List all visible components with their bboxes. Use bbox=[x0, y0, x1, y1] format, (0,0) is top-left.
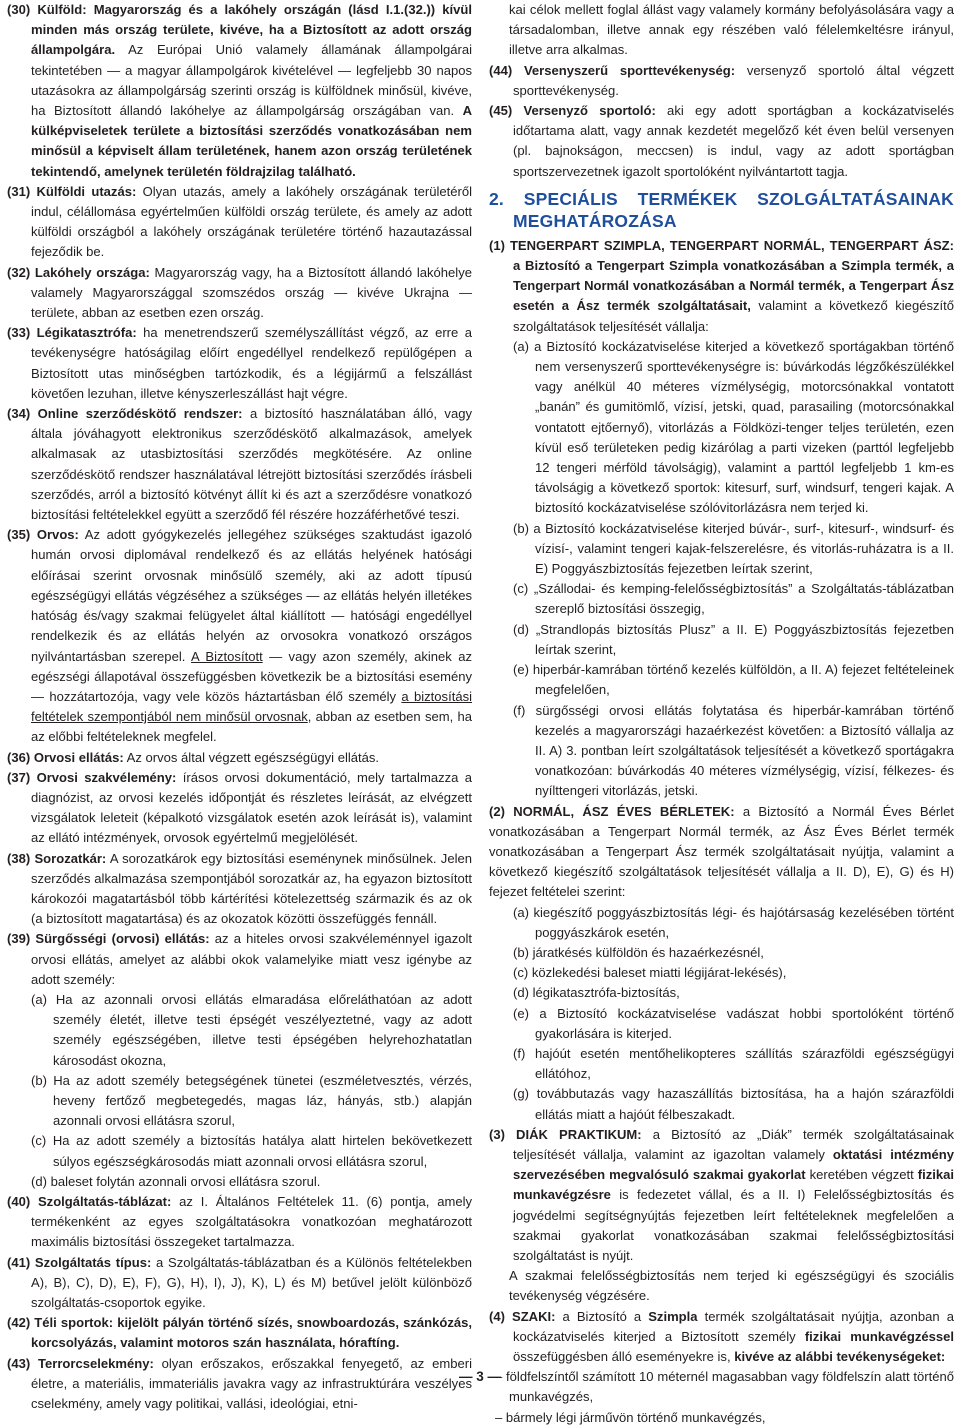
section-item-4 bbox=[489, 1307, 954, 1368]
term: (31) Külföldi utazás: bbox=[7, 183, 137, 199]
definition-text: írásos orvosi dokumentáció, mely tartalmazza a diagnózist, az orvosi kezelés időpontját és részletes leírását, az elvégzett vizsgálatok leleteit (képalkotó vizsgálatok esetén azok leírását is), valamint az ellátó intézmények, orvosok egyértelmű megjelölését. bbox=[31, 769, 473, 846]
underlined-text: a biztosítási feltételek szempontjából nem minősül orvosnak bbox=[31, 688, 472, 725]
definition-35 bbox=[7, 525, 472, 747]
term: (39) Sürgősségi (orvosi) ellátás: bbox=[7, 931, 210, 947]
section-text: a Biztosító az „Diák” termék szolgáltatásainak teljesítését vállalja, valamint az igazoltan valamely bbox=[513, 1126, 954, 1162]
section-note: A szakmai felelősségbiztosítás nem terjed ki egészségügyi és szociális tevékenység végzésére. bbox=[509, 1268, 954, 1304]
definition-text: versenyző sportoló által végzett sporttevékenység. bbox=[513, 62, 954, 98]
list-item: (f) sürgősségi orvosi ellátás folytatása és hiperbár-kamrában történő kezelés a magyarországi hazaérkezést követően: a Biztosító vállalja az II. A) 3. pontban leírt szolgáltatások teljesítését a következő sportágakra vonatkozóan: búvárkodás 40 méteres vízmélységig, vízisí, félkezes- és nyílttengeri vitorlázás, jetski. bbox=[513, 702, 954, 799]
definition-33 bbox=[7, 323, 472, 404]
list-item: (c) Ha az adott személy a biztosítás hatálya alatt hirtelen bekövetkezett súlyos egészségkárosodás miatt azonnali orvosi ellátásra szorul, bbox=[31, 1133, 472, 1169]
term: (3) DIÁK PRAKTIKUM: bbox=[489, 1126, 642, 1142]
term: (38) Sorozatkár: bbox=[7, 850, 107, 866]
dash-item: – földfelszíntől számított 10 méternél magasabban vagy földfelszín alatt történő munkavégzés, bbox=[495, 1369, 954, 1405]
definition-text: az I. Általános Feltételek 11. (6) pontja, amely termékenként az egyes szolgáltatásokra vonatkozóan meghatározott maximális biztosítási összegeket tartalmazza. bbox=[31, 1193, 472, 1250]
definition-text: , abban az esetben sem, ha az előbbi feltételeknek megfelel. bbox=[31, 709, 473, 745]
section-text: keretében végzett bbox=[805, 1167, 918, 1183]
definition-44 bbox=[489, 61, 954, 101]
section-text: a Biztosító a bbox=[555, 1308, 649, 1324]
definition-31 bbox=[7, 182, 472, 263]
definition-text: ha menetrendszerű személyszállítást végző, az erre a tevékenységre hatóságilag előírt engedéllyel rendelkező repülőgépen a Biztosított utas minőségben tartózkodik, és a légijármű a felszállást követően lezuhan, illetve kényszerleszállást hajt végre. bbox=[31, 325, 472, 401]
list-item: (f) hajóút esetén mentőhelikopteres szállítás szárazföldi egészségügyi ellátóhoz, bbox=[513, 1045, 954, 1082]
definition-32 bbox=[7, 263, 472, 324]
section-text: összefüggésben álló eseményekre is, bbox=[513, 1349, 735, 1364]
bold-text: a Biztosító a Tengerpart Szimpla vonatkozásában a Szimpla termék, a Tengerpart Normál vonatkozásában a Normál termék, a Tengerpart Ász esetén a Ász termék szolgáltatásait, bbox=[513, 258, 954, 314]
definition-text: olyan erőszakos, erőszakkal fenyegető, az emberi életre, a materiális, immateriális javakra vagy az infrastruktúrára veszélyes cselekmény, amely vagy politikai, vallási, ideológiai, etni- bbox=[31, 1355, 473, 1412]
bold-text: oktatási intézmény szervezésében megvalósuló szakmai gyakorlat bbox=[513, 1146, 955, 1183]
term: (2) NORMÁL, ÁSZ ÉVES BÉRLETEK: bbox=[489, 803, 735, 819]
left-column bbox=[7, 0, 472, 1414]
term: (37) Orvosi szakvélemény: bbox=[7, 769, 177, 785]
page-number: — 3 — bbox=[458, 1369, 501, 1384]
right-column bbox=[489, 0, 954, 1428]
list-item: (e) hiperbár-kamrában történő kezelés külföldön, a II. A) fejezet feltételeinek megfelelően, bbox=[513, 662, 954, 698]
definition-34 bbox=[7, 404, 472, 525]
bold-text: Szimpla bbox=[648, 1308, 698, 1324]
underlined-text: A Biztosított bbox=[191, 648, 263, 664]
list-item: (b) járatkésés külföldön és hazaérkezésnél, bbox=[513, 944, 764, 960]
section-text: valamint a következő kiegészítő szolgáltatások teljesítését vállalja: bbox=[513, 298, 955, 334]
definition-30-bold: (30) Külföld: Magyarország és a lakóhely országán (lásd I.1.(32.)) kívül minden más ország területe, kivéve, ha a Biztosított az adott ország állampolgára. bbox=[7, 2, 472, 58]
term: (4) SZAKI: bbox=[489, 1308, 556, 1324]
definition-30-text: Az Európai Unió valamely államának állampolgárai tekintetében — a magyar állampolgárok kivételével — legfeljebb 30 napos utazásokra az állampolgárság szerinti ország is külföldnek minősül, kivéve, ha Biztosított állandó lakóhelye az állampolgárság országában van. bbox=[31, 42, 473, 119]
list-item: (a) a Biztosító kockázatviselése kiterjed a következő sportágakban történő nem versenyszerű sporttevékenységre is: búvárkodás légzőkészülékkel vagy anélkül 40 méteres vízmélységig, motorcsónakkal vontatott „banán” és gumitömlő, vízisí, jetski, quad, parasailing (motorcsónakkal vontatott ejtőernyő), vitorlázás a Földközi-tenger teljes területén, ezen kívül eső területeken pedig kizárólag a parti vizeken (parttól legfeljebb 12 tengeri mérföld távolságig), valamint a parttól legfeljebb 1 km-es távolságig a következő sportok: kitesurf, surf, windsurf, tengeri kajak. A biztosító kockázatviselése szólóvitorlázásra nem terjed ki. bbox=[513, 338, 954, 516]
term: (42) Téli sportok: bbox=[7, 1315, 114, 1331]
section-text: termék szolgáltatásait nyújtja, azonban a kockázatviselés kiterjed a Biztosított személy bbox=[513, 1308, 954, 1344]
definition-45 bbox=[489, 101, 954, 182]
bold-text: kivéve az alábbi tevékenységeket: bbox=[734, 1349, 946, 1364]
term: (32) Lakóhely országa: bbox=[7, 264, 150, 280]
list-item: (d) baleset folytán azonnali orvosi ellátásra szorul. bbox=[31, 1173, 321, 1189]
list-item: (a) kiegészítő poggyászbiztosítás légi- és hajótársaság kezelésében történt poggyászkárok esetén, bbox=[513, 904, 954, 940]
definition-37 bbox=[7, 768, 472, 849]
definition-text: a Szolgáltatás-táblázatban és a Különös feltételekben A), B), C), D), E), F), G), H), I), J), K), L) és M) betűvel jelölt különböző szolgáltatás-csoportok egyike. bbox=[31, 1254, 473, 1310]
section-item-3 bbox=[489, 1125, 954, 1266]
list-item: (c) „Szállodai- és kemping-felelősségbiztosítás” a Szolgáltatás-táblázatban szereplő biztosítási összegig, bbox=[513, 581, 954, 617]
bold-text: fizikai munkavégzéssel bbox=[804, 1328, 954, 1344]
list-item: (d) „Strandlopás biztosítás Plusz” a II. E) Poggyászbiztosítás fejezetben leírtak szerint, bbox=[513, 621, 954, 657]
definition-text: Az orvos által végzett egészségügyi ellátás. bbox=[123, 749, 380, 765]
section-text: is fedezetet vállal, és a II. I) Felelősségbiztosítás és jogvédelmi segítségnyújtás fejezetben leírt feltételeknek megfelelően a szakmai gyakorlat vonatkozásában szakmai felelősségbiztosítási szolgáltatást is nyújt. bbox=[513, 1187, 954, 1263]
list-item: (d) légikatasztrófa-biztosítás, bbox=[513, 985, 680, 1001]
term: (44) Versenyszerű sporttevékenység: bbox=[489, 62, 736, 78]
section-item-2 bbox=[489, 802, 954, 903]
definition-text: Olyan utazás, amely a lakóhely országának területéről indul, célállomása egyértelműen külföldi ország területe, és amely az adott külföldi országból a lakóhely országának területére történő hazautazással fejeződik be. bbox=[31, 183, 473, 260]
term: (1) TENGERPART SZIMPLA, TENGERPART NORMÁL, TENGERPART ÁSZ: bbox=[489, 237, 954, 253]
dash-item: – bármely légi járművön történő munkavégzés, bbox=[495, 1409, 766, 1425]
list-item: (g) továbbutazás vagy hazaszállítás biztosítása, ha a hajón szárazföldi ellátás miatt a hajóút félbeszakadt. bbox=[513, 1086, 954, 1122]
definition-43-continued: kai célok mellett foglal állást vagy valamely kormány befolyásolására vagy a társadalomban, illetve annak egy részében való félelemkeltésre irányul, illetve arra alkalmas. bbox=[509, 2, 954, 58]
definition-42 bbox=[7, 1313, 472, 1353]
definition-text: kijelölt pályán történő sízés, snowboardozás, szánkózás, korcsolyázás, valamint motoros szán használata, hóraftíng. bbox=[31, 1315, 472, 1351]
section-item-1 bbox=[489, 236, 954, 337]
term: (40) Szolgáltatás-táblázat: bbox=[7, 1193, 172, 1209]
list-item: (b) a Biztosító kockázatviselése kiterjed búvár-, surf-, kitesurf-, windsurf- és vízisí-, valamint tengeri kajak-felszerelésre, és vitorlás-ruházatra is a II. E) Poggyászbiztosítás fejezetben leírtak szerint, bbox=[513, 520, 954, 577]
term: (41) Szolgáltatás típus: bbox=[7, 1254, 152, 1270]
definition-text: az a hiteles orvosi szakvéleménnyel igazolt orvosi ellátás, amelyet az alábbi okok valamelyike miatt vesz igénybe az adott személy: bbox=[31, 931, 472, 987]
definition-40 bbox=[7, 1192, 472, 1253]
definition-text: aki egy adott sportágban a kockázatviselés időtartama alatt, vagy annak kezdetét megelőző két éven belül versenyen (pl. bajnokságon, meccsen) is indul, vagy az adott sportágban sportszervezetnek igazolt sportolóként nyilvántartott tagja. bbox=[513, 103, 954, 179]
term: (36) Orvosi ellátás: bbox=[7, 749, 124, 765]
term: (34) Online szerződéskötő rendszer: bbox=[7, 406, 243, 422]
list-item: (c) közlekedési baleset miatti légijárat-lekésés), bbox=[513, 965, 787, 981]
definition-text: a biztosító használatában álló, vagy általa jóváhagyott elektronikus szerződéskötő alkalmazások, amelyek alkalmasak az utasbiztosítási szerződés megkötésére. Az online szerződéskötő rendszer használatával létrejött biztosítási szerződés írásbeli szerződés, arról a biztosító kötvényt állít ki és azt a szerződésre vonatkozó biztosítási feltételekkel együtt a szerződő fél részére hozzáférhetővé teszi. bbox=[31, 406, 472, 523]
term: (43) Terrorcselekmény: bbox=[7, 1355, 154, 1371]
definition-39 bbox=[7, 929, 472, 990]
definition-text: — vagy azon személy, akinek az egészségi állapotával összefüggésben következik be a biztosítási esemény — hozzátartozója, vagy vele közös háztartásban élő személy bbox=[31, 648, 472, 704]
definition-text: A sorozatkárok egy biztosítási eseménynek minősülnek. Jelen szerződés alkalmazása szempontjából sorozatkár az, ha egyazon biztosított károkozói magatartásból több kártérítési kötelezettség származik és az ok (a biztosított magatartása) és az okozatok közötti összefüggés fennáll. bbox=[31, 850, 472, 927]
definition-41 bbox=[7, 1253, 472, 1314]
definition-text: Az adott gyógykezelés jellegéhez szükséges szaktudást igazoló humán orvosi diplomával rendelkező és az ellátás helyének hatósági előírásai szerint orvosnak minősülő személy, aki az adott típusú egészségügyi ellátás végzéséhez a szükséges — az ellátás helyén illetékes hatóság és/vagy szakmai felügyelet által kiállított — hatósági engedéllyel rendelkezik és az ellátás helyén az orvosokra vonatkozó országos nyilvántartásban szerepel. bbox=[31, 527, 472, 664]
list-item: (a) Ha az azonnali orvosi ellátás elmaradása előreláthatóan az adott személy életét, illetve testi épségét veszélyeztetné, vagy az adott személy egészségében, illetve testi épségében helyrehozhatatlan károsodást okozna, bbox=[31, 991, 472, 1068]
definition-text: Magyarország vagy, ha a Biztosított állandó lakóhelye valamely Magyarországgal szomszédos ország — kivéve Ukrajna — területe, abban az esetben ezen ország. bbox=[31, 264, 472, 321]
term: (35) Orvos: bbox=[7, 527, 79, 543]
term: (45) Versenyző sportoló: bbox=[489, 103, 656, 119]
list-item: (b) Ha az adott személy betegségének tünetei (eszméletvesztés, vérzés, heveny fertőző megbetegedés, magas láz, hányás, stb.) alapján azonnali orvosi ellátásra szorul, bbox=[31, 1072, 472, 1129]
definition-38 bbox=[7, 849, 472, 930]
definition-30-bold-2: A külképviseletek területe a biztosítási szerződés vonatkozásában nem minősül a képviselt állam területének, hanem azon ország területének tekintendő, amelynek területén földrajzilag található. bbox=[31, 103, 472, 179]
bold-text: fizikai munkavégzésre bbox=[513, 1167, 954, 1203]
term: (33) Légikatasztrófa: bbox=[7, 325, 137, 341]
section-heading: 2. SPECIÁLIS TERMÉKEK SZOLGÁLTATÁSAINAK MEGHATÁROZÁSA bbox=[489, 188, 954, 231]
section-text: a Biztosító a Normál Éves Bérlet vonatkozásában a Tengerpart Normál termék, az Ász Éves Bérlet termék vonatkozásában a Tengerpart Ász termék szolgáltatásait nyújtja, valamint a következő kiegészítő szolgáltatások teljesítését vállalja a II. D), E), G) és H) fejezet feltételei szerint: bbox=[489, 803, 954, 900]
definition-30 bbox=[7, 0, 472, 182]
definition-36 bbox=[7, 748, 472, 768]
list-item: (e) a Biztosító kockázatviselése vadászat hobbi sportolóként történő gyakorlására is kiterjed. bbox=[513, 1005, 954, 1041]
